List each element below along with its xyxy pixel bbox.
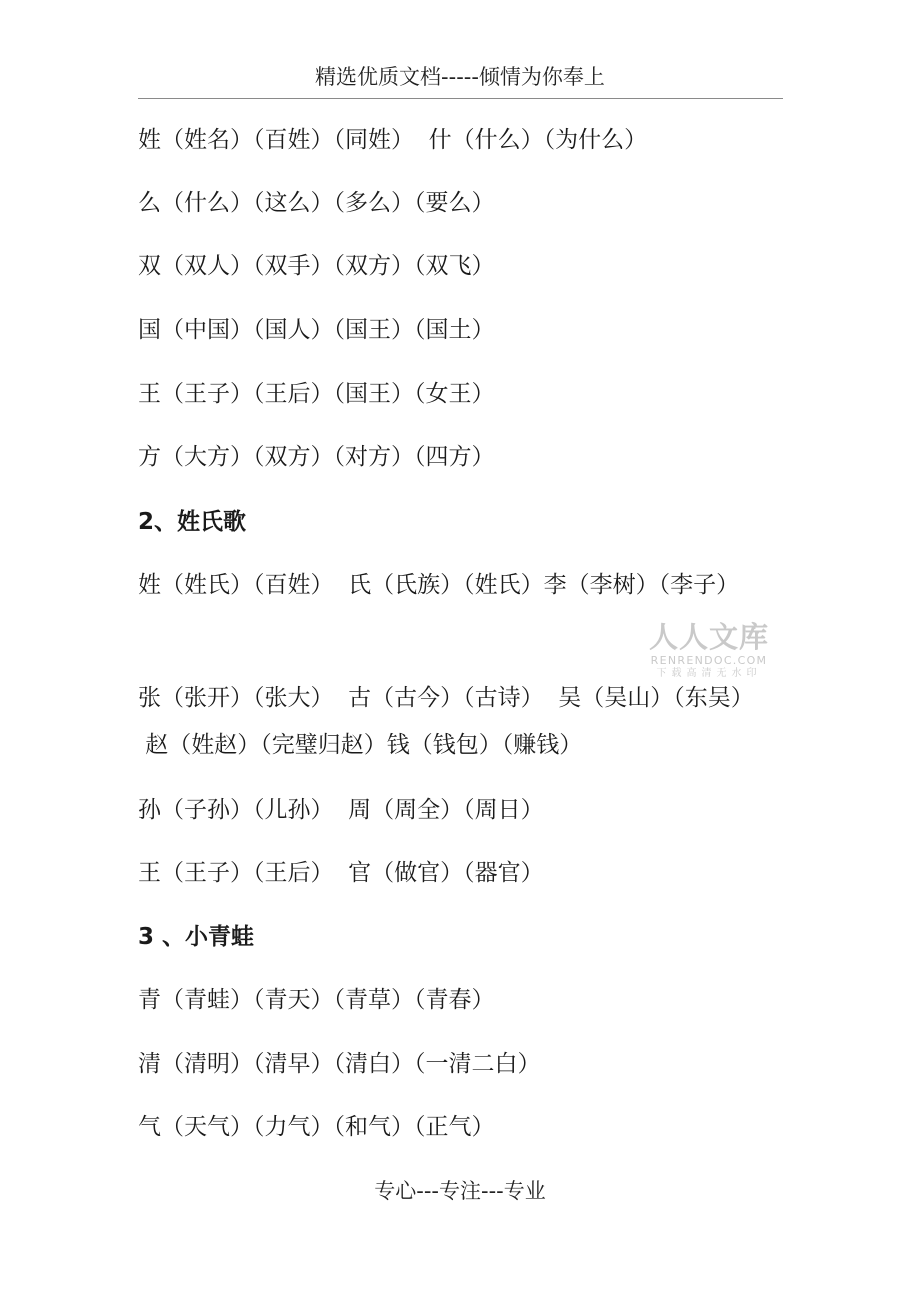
text-line: 么（什么）（这么）（多么）（要么） <box>138 190 495 216</box>
page-footer: 专心---专注---专业 <box>374 1179 546 1203</box>
text-line: 方（大方）（双方）（对方）（四方） <box>138 444 495 470</box>
text-line: 张（张开）（张大） 古（古今）（古诗） 吴（吴山）（东吴） <box>138 685 754 711</box>
text-line: 青（青蛙）（青天）（青草）（青春） <box>138 987 495 1013</box>
text-line: 清（清明）（清早）（清白）（一清二白） <box>138 1051 541 1077</box>
watermark-logo <box>646 620 772 680</box>
text-line: 姓（姓名）（百姓）（同姓） 什（什么）（为什么） <box>138 127 648 153</box>
text-line: 赵（姓赵）（完璧归赵）钱（钱包）（赚钱） <box>138 732 583 758</box>
text-line: 国（中国）（国人）（国王）（国土） <box>138 317 495 343</box>
text-line: 孙（子孙）（儿孙） 周（周全）（周日） <box>138 797 544 823</box>
text-line: 王（王子）（王后）（国王）（女王） <box>138 381 495 407</box>
section-heading: 3 、小青蛙 <box>138 924 255 950</box>
text-line: 姓（姓氏）（百姓） 氏（氏族）（姓氏）李（李树）（李子） <box>138 572 740 598</box>
section-heading: 2、姓氏歌 <box>138 509 247 535</box>
watermark-subtitle: 下载高清无水印 <box>656 668 762 679</box>
text-line: 双（双人）（双手）（双方）（双飞） <box>138 253 495 279</box>
page-header: 精选优质文档-----倾情为你奉上 <box>315 65 605 89</box>
text-line: 气（天气）（力气）（和气）（正气） <box>138 1114 495 1140</box>
text-line: 王（王子）（王后） 官（做官）（器官） <box>138 860 544 886</box>
watermark-title: 人人文库 <box>648 620 769 654</box>
watermark-url: RENRENDOC.COM <box>650 654 768 667</box>
header-divider <box>138 98 783 99</box>
